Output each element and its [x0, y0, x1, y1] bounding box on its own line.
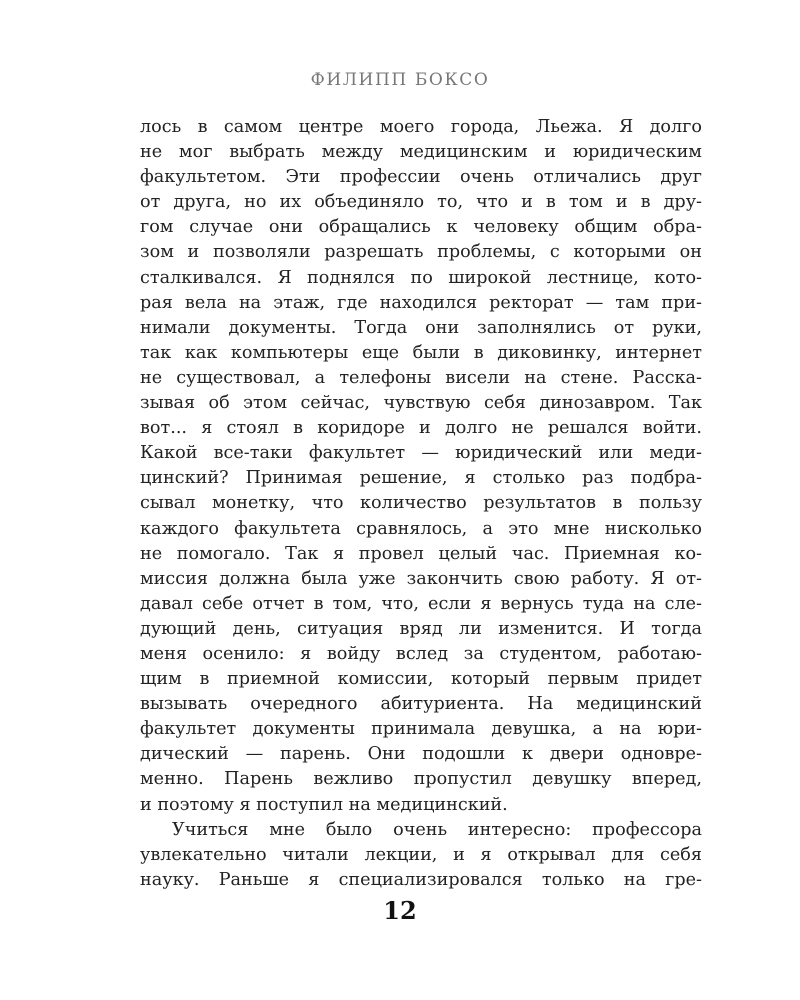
text-line: цинский? Принимая решение, я столько раз подбра- — [140, 468, 702, 489]
text-line: от друга, но их объединяло то, что и в том и в дру- — [140, 192, 702, 213]
paragraph-end-line: и поэтому я поступил на медицинский. — [140, 794, 508, 815]
text-line: миссия должна была уже закончить свою работу. Я от- — [140, 568, 702, 589]
text-line: зом и позволяли разрешать проблемы, с которыми он — [140, 242, 702, 263]
text-line: не существовал, а телефоны висели на стене. Расска- — [140, 367, 702, 388]
text-line: факультетом. Эти профессии очень отличались друг — [140, 167, 702, 188]
page-number: 12 — [383, 896, 417, 925]
text-line: так как компьютеры еще были в диковинку, интернет — [140, 342, 702, 363]
text-line: вот... я стоял в коридоре и долго не решался войти. — [140, 418, 702, 439]
text-line: вызывать очередного абитуриента. На медицинский — [140, 694, 702, 715]
running-header: ФИЛИПП БОКСО — [310, 70, 490, 90]
text-line: факультет документы принимала девушка, а на юри- — [140, 719, 702, 740]
text-line: нимали документы. Тогда они заполнялись от руки, — [140, 317, 702, 338]
body-text — [140, 115, 702, 893]
text-line: Какой все-таки факультет — юридический или меди- — [140, 443, 702, 464]
text-line: давал себе отчет в том, что, если я вернусь туда на сле- — [140, 593, 702, 614]
text-line: щим в приемной комиссии, который первым придет — [140, 669, 702, 690]
text-line: рая вела на этаж, где находился ректорат — там при- — [140, 292, 702, 313]
text-line: сталкивался. Я поднялся по широкой лестнице, кото- — [140, 267, 702, 288]
text-line: сывал монетку, что количество результатов в пользу — [140, 493, 702, 514]
text-line: меня осенило: я войду вслед за студентом, работаю- — [140, 643, 702, 664]
text-line: зывая об этом сейчас, чувствую себя динозавром. Так — [140, 393, 702, 414]
text-line: каждого факультета сравнялось, а это мне нисколько — [140, 518, 702, 539]
text-line: дующий день, ситуация вряд ли изменится. И тогда — [140, 618, 702, 639]
text-line: не мог выбрать между медицинским и юридическим — [140, 142, 702, 163]
text-line: гом случае они обращались к человеку общим обра- — [140, 217, 702, 238]
text-line: не помогало. Так я провел целый час. Приемная ко- — [140, 543, 702, 564]
text-line: увлекательно читали лекции, и я открывал для себя — [140, 844, 702, 865]
text-line: лось в самом центре моего города, Льежа. Я долго — [140, 117, 702, 137]
paragraph-start-line: Учиться мне было очень интересно: профессора — [172, 819, 702, 840]
text-line: менно. Парень вежливо пропустил девушку вперед, — [140, 769, 702, 790]
text-line: науку. Раньше я специализировался только на гре- — [140, 869, 702, 890]
text-line: дический — парень. Они подошли к двери одновре- — [140, 744, 702, 765]
